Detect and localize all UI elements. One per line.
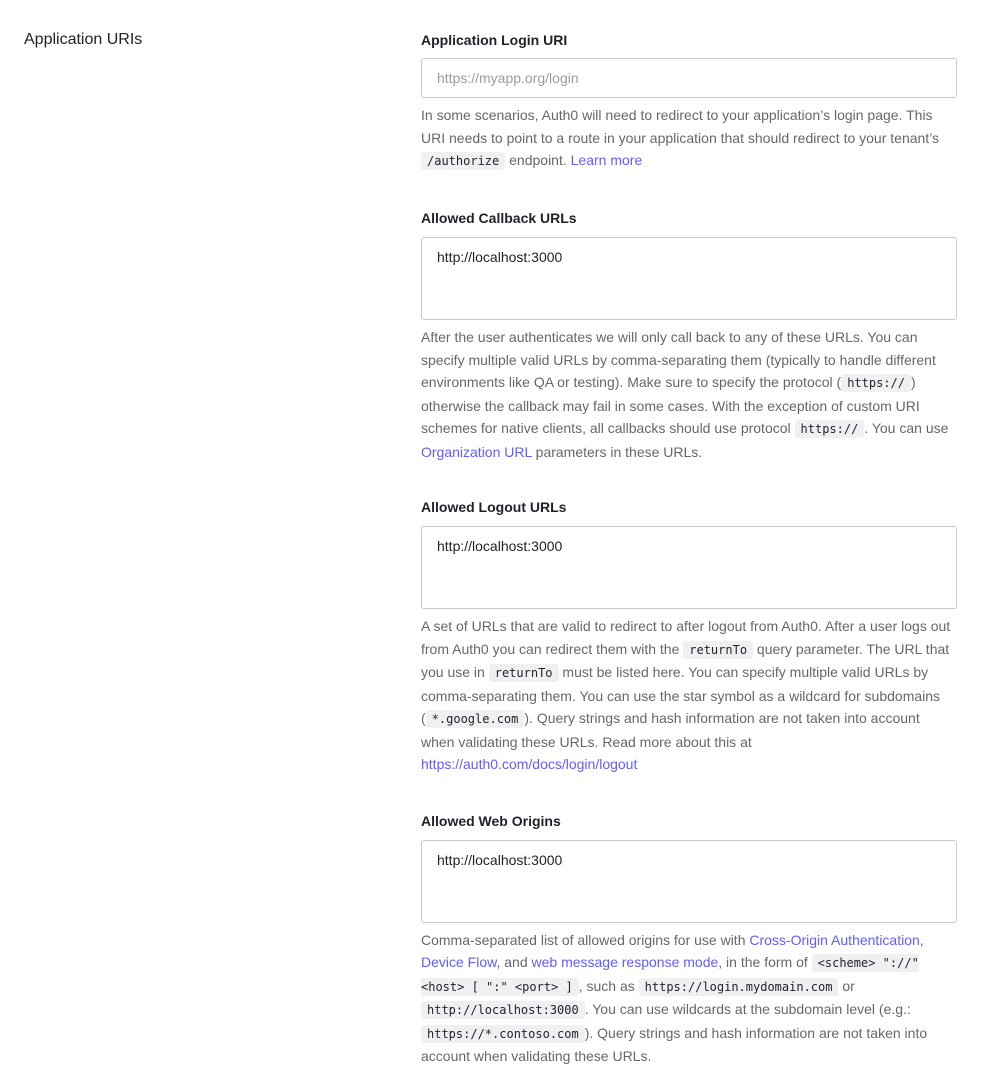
help-text: ). Query strings and hash information are not taken into account when validating these URLs. [421,1024,928,1064]
code-wildcard-domain: *.google.com [426,710,525,728]
web-origins-field [421,811,957,1068]
code-returnto: returnTo [489,664,559,682]
logout-urls-label: Allowed Logout URLs [421,499,567,515]
help-text: , [919,931,924,948]
logout-urls-help [421,615,957,776]
logout-urls-textarea[interactable] [421,526,957,609]
callback-urls-help [421,326,957,463]
logout-urls-field [421,497,957,776]
help-text: query parameter. The URL that you use in [421,640,950,680]
help-text: ). Query strings and hash information are not taken into account when validating these URLs. Read more about this at [421,710,920,750]
help-text: . You can use wildcards at the subdomain level (e.g.: [584,1001,911,1017]
callback-urls-field [421,208,957,463]
help-text: endpoint. [505,152,571,168]
learn-more-link[interactable]: Learn more [570,152,643,168]
help-text: A set of URLs that are valid to redirect to after logout from Auth0. After a user logs out from Auth0 you can redirect them with the [421,618,951,657]
section-title: Application URIs [24,31,143,48]
code-authorize: /authorize [421,152,505,170]
code-returnto: returnTo [683,641,753,659]
help-text: , in the form of [718,954,812,970]
login-uri-label: Application Login URI [421,32,568,48]
code-localhost: http://localhost:3000 [421,1001,585,1019]
uri-settings-form [421,30,957,1068]
callback-urls-label: Allowed Callback URLs [421,210,577,226]
help-text: parameters in these URLs. [531,443,703,460]
help-text: , such as [578,977,639,994]
web-origins-textarea[interactable] [421,840,957,923]
help-text: ) otherwise the callback may fail in some cases. With the exception of custom URI schemes for native clients, all callbacks should use protocol [421,374,920,436]
callback-urls-textarea[interactable] [421,237,957,320]
help-text: Comma-separated list of allowed origins for use with [421,931,750,948]
help-text: After the user authenticates we will only call back to any of these URLs. You can specify multiple valid URLs by comma-separating them (typically to handle different environments like QA or testing). Make sure to specify the protocol ( [421,329,936,390]
help-text: or [838,977,855,994]
help-text: must be listed here. You can specify multiple valid URLs by comma-separating them. You can use the star symbol as a wildcard for subdomains ( [421,664,941,726]
code-example-domain: https://login.mydomain.com [639,978,839,996]
help-text: . You can use [864,420,949,436]
logout-docs-link[interactable]: https://auth0.com/docs/login/logout [421,756,638,772]
cross-origin-auth-link[interactable]: Cross-Origin Authentication [749,931,920,948]
help-text: , and [496,954,532,970]
login-uri-help [421,104,957,173]
code-https: https:// [841,374,911,392]
code-origin-format: <scheme> "://" <host> [ ":" <port> ] [421,956,919,994]
organization-url-link[interactable]: Organization URL [421,443,532,460]
web-origins-label: Allowed Web Origins [421,812,561,829]
web-origins-help [421,929,957,1068]
code-https: https:// [795,420,865,438]
help-text: In some scenarios, Auth0 will need to redirect to your application’s login page. This URI needs to point to a route in your application that should redirect to your tenant’s [421,107,940,146]
login-uri-input[interactable] [421,58,957,98]
login-uri-field [421,30,957,172]
device-flow-link[interactable]: Device Flow [421,954,497,970]
code-wildcard-origin: https://*.contoso.com [421,1025,585,1043]
web-message-mode-link[interactable]: web message response mode [531,954,719,970]
